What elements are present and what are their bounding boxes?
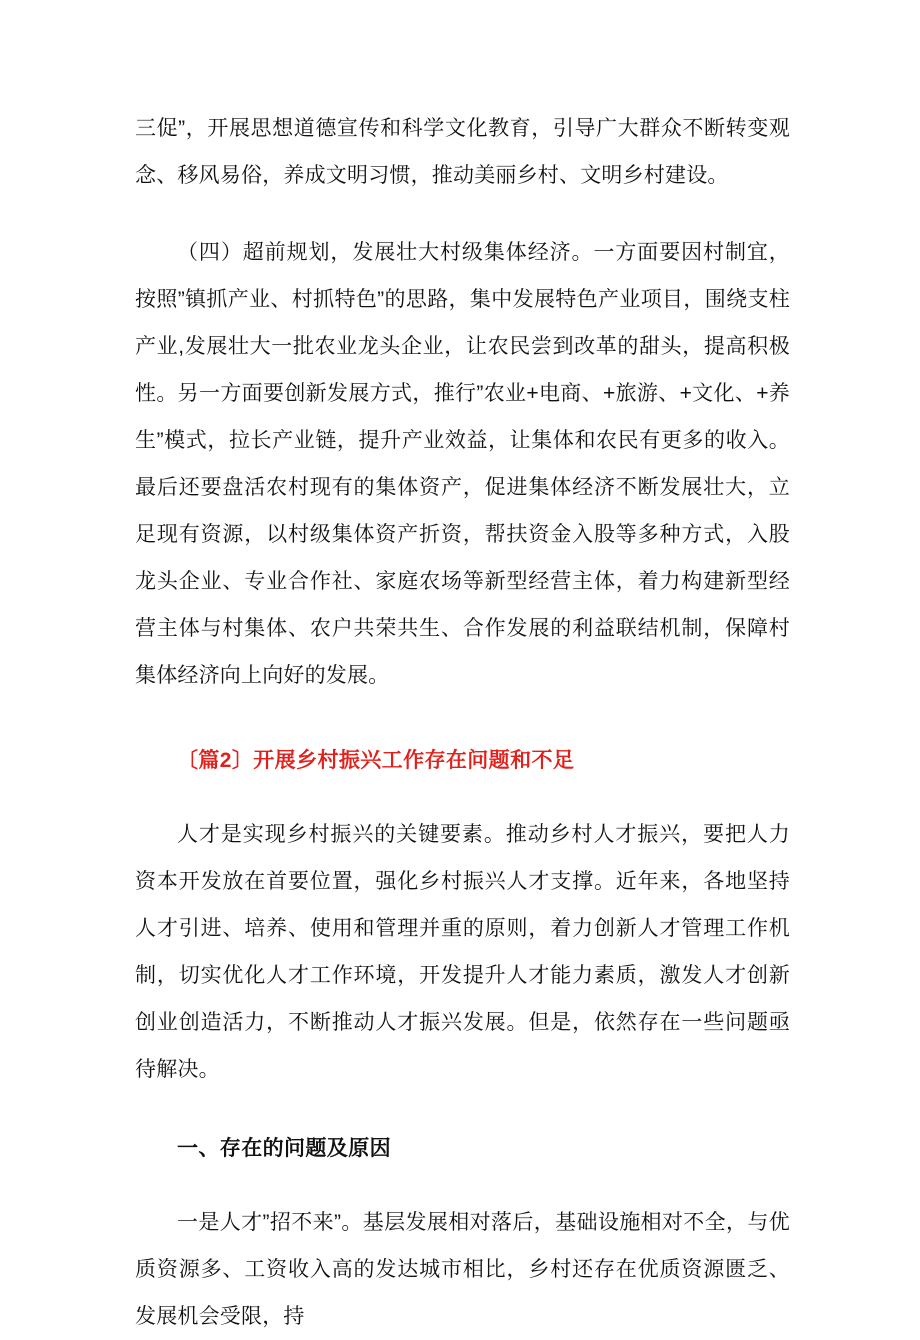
section-heading-piece-2: 〔篇2〕开展乡村振兴工作存在问题和不足 [177, 749, 575, 772]
spacer [135, 1093, 790, 1129]
section-heading-problems-and-causes: 一、存在的问题及原因 [177, 1137, 391, 1160]
document-body [135, 105, 790, 1340]
paragraph-problem-one: 一是人才”招不来”。基层发展相对落后，基础设施相对不全，与优质资源多、工资收入高的发达城市相比，乡村还存在优质资源匮乏、发展机会受限，持 [135, 1211, 790, 1328]
spacer [135, 781, 790, 811]
spacer [135, 199, 790, 229]
spacer [135, 1169, 790, 1199]
spacer [135, 699, 790, 741]
paragraph-continuation-top: 三促”，开展思想道德宣传和科学文化教育，引导广大群众不断转变观念、移风易俗，养成文明习惯，推动美丽乡村、文明乡村建设。 [135, 117, 790, 187]
paragraph-talent-revitalization: 人才是实现乡村振兴的关键要素。推动乡村人才振兴，要把人力资本开发放在首要位置，强化乡村振兴人才支撑。近年来，各地坚持人才引进、培养、使用和管理并重的原则，着力创新人才管理工作机制，切实优化人才工作环境，开发提升人才能力素质，激发人才创新创业创造活力，不断推动人才振兴发展。但是，依然存在一些问题亟待解决。 [135, 823, 790, 1081]
paragraph-section-four: （四）超前规划，发展壮大村级集体经济。一方面要因村制宜，按照”镇抓产业、村抓特色”的思路，集中发展特色产业项目，围绕支柱产业,发展壮大一批农业龙头企业，让农民尝到改革的甜头，提高积极性。另一方面要创新发展方式，推行”农业+电商、+旅游、+文化、+养生”模式，拉长产业链，提升产业效益，让集体和农民有更多的收入。最后还要盘活农村现有的集体资产，促进集体经济不断发展壮大，立足现有资源，以村级集体资产折资，帮扶资金入股等多种方式，入股龙头企业、专业合作社、家庭农场等新型经营主体，着力构建新型经营主体与村集体、农户共荣共生、合作发展的利益联结机制，保障村集体经济向上向好的发展。 [135, 241, 790, 687]
